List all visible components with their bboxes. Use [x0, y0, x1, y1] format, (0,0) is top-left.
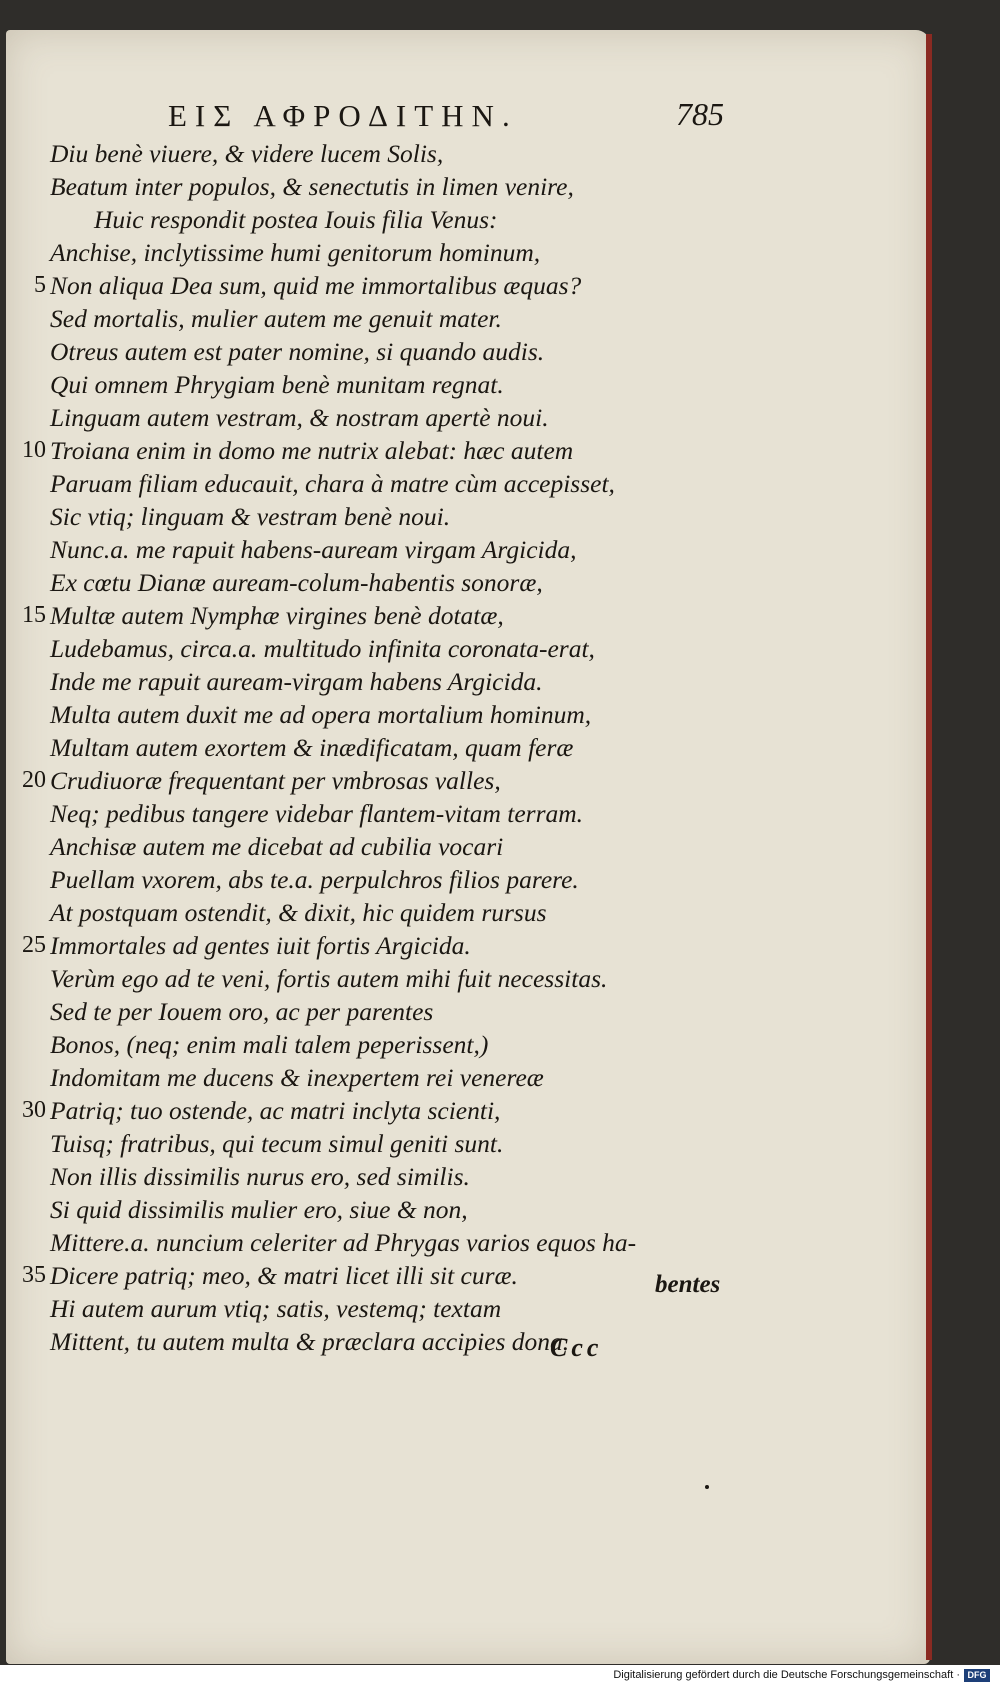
verse-line	[0, 566, 900, 599]
verse-line	[0, 203, 900, 236]
ink-dot	[705, 1485, 709, 1489]
dfg-logo: DFG	[964, 1669, 990, 1682]
line-text: Anchisæ autem me dicebat ad cubilia vocari	[50, 832, 504, 861]
line-text: Neq; pedibus tangere videbar flantem-vitam terram.	[50, 799, 584, 828]
line-text: At postquam ostendit, & dixit, hic quidem rursus	[50, 898, 547, 927]
line-text: Multæ autem Nymphæ virgines benè dotatæ,	[50, 601, 504, 630]
verse-line	[0, 1193, 900, 1226]
verse-line	[0, 500, 900, 533]
line-number: 5	[34, 272, 46, 298]
line-text: Tuisq; fratribus, qui tecum simul geniti sunt.	[50, 1129, 504, 1158]
line-text: Otreus autem est pater nomine, si quando audis.	[50, 337, 545, 366]
line-text: Multa autem duxit me ad opera mortalium hominum,	[50, 700, 592, 729]
line-text: Patriq; tuo ostende, ac matri inclyta scienti,	[50, 1096, 501, 1125]
line-text: Mittere.a. nuncium celeriter ad Phrygas varios equos ha-	[50, 1228, 637, 1257]
verse-line	[0, 995, 900, 1028]
line-text: Hi autem aurum vtiq; satis, vestemq; textam	[50, 1294, 502, 1323]
line-text: Bonos, (neq; enim mali talem peperissent,)	[50, 1030, 489, 1059]
verse-line	[0, 302, 900, 335]
verse-line	[0, 1226, 900, 1259]
line-text: Inde me rapuit auream-virgam habens Argicida.	[50, 667, 543, 696]
verse-line	[0, 929, 900, 962]
line-text: Diu benè viuere, & videre lucem Solis,	[50, 139, 444, 168]
line-text: Mittent, tu autem multa & præclara accipies dona.	[50, 1327, 570, 1356]
verse-line	[0, 731, 900, 764]
verse-line	[0, 1292, 900, 1325]
verse-line	[0, 434, 900, 467]
signature-mark: Ccc	[550, 1333, 603, 1362]
verse-line	[0, 962, 900, 995]
line-number: 20	[22, 767, 46, 793]
footer-bar	[0, 1665, 1000, 1687]
verse-line	[0, 269, 900, 302]
verse-line	[0, 401, 900, 434]
line-text: Sed mortalis, mulier autem me genuit mater.	[50, 304, 502, 333]
line-number: 25	[22, 932, 46, 958]
verse-line	[0, 1259, 900, 1292]
line-text: Ludebamus, circa.a. multitudo infinita coronata-erat,	[50, 634, 595, 663]
line-text: Qui omnem Phrygiam benè munitam regnat.	[50, 370, 504, 399]
line-text: Ex cœtu Dianæ auream-colum-habentis sonoræ,	[50, 568, 543, 597]
verse-line	[0, 467, 900, 500]
verse-line	[0, 863, 900, 896]
running-header: ΕΙΣ ΑΦΡΟΔΙΤΗΝ.	[168, 98, 518, 133]
verse-line	[0, 1160, 900, 1193]
line-text: Crudiuoræ frequentant per vmbrosas valles,	[50, 766, 501, 795]
line-number: 10	[22, 437, 46, 463]
line-text: Non illis dissimilis nurus ero, sed similis.	[50, 1162, 470, 1191]
verse-line	[0, 170, 900, 203]
line-text: Huic respondit postea Iouis filia Venus:	[94, 205, 498, 234]
line-text: Immortales ad gentes iuit fortis Argicida.	[50, 931, 471, 960]
line-text: Troiana enim in domo me nutrix alebat: hæc autem	[50, 436, 574, 465]
line-text: Anchise, inclytissime humi genitorum hominum,	[50, 238, 541, 267]
verse-line	[0, 533, 900, 566]
line-number: 15	[22, 602, 46, 628]
line-text: Nunc.a. me rapuit habens-auream virgam Argicida,	[50, 535, 577, 564]
line-text: Sic vtiq; linguam & vestram benè noui.	[50, 502, 451, 531]
verse-line	[0, 335, 900, 368]
line-text: Paruam filiam educauit, chara à matre cùm accepisset,	[50, 469, 615, 498]
verse-line	[0, 599, 900, 632]
line-text: Indomitam me ducens & inexpertem rei venereæ	[50, 1063, 544, 1092]
verse-line	[0, 632, 900, 665]
verse-line	[0, 137, 900, 170]
verse-block	[0, 137, 900, 1358]
line-text: Si quid dissimilis mulier ero, siue & non,	[50, 1195, 468, 1224]
verse-line	[0, 368, 900, 401]
page-number: 785	[676, 96, 724, 132]
verse-line	[0, 1061, 900, 1094]
line-text: Linguam autem vestram, & nostram apertè noui.	[50, 403, 549, 432]
verse-line	[0, 1127, 900, 1160]
page-edge	[926, 34, 932, 1660]
footer-credit: Digitalisierung gefördert durch die Deutsche Forschungsgemeinschaft ·	[613, 1669, 960, 1681]
turnover-word: bentes	[655, 1271, 721, 1298]
verse-line	[0, 1028, 900, 1061]
verse-line	[0, 236, 900, 269]
verse-line	[0, 830, 900, 863]
verse-line	[0, 896, 900, 929]
verse-line	[0, 665, 900, 698]
verse-line	[0, 698, 900, 731]
line-text: Dicere patriq; meo, & matri licet illi sit curæ.	[50, 1261, 518, 1290]
line-text: Multam autem exortem & inædificatam, quam feræ	[50, 733, 574, 762]
line-text: Non aliqua Dea sum, quid me immortalibus æquas?	[50, 271, 582, 300]
line-number: 30	[22, 1097, 46, 1123]
line-text: Verùm ego ad te veni, fortis autem mihi fuit necessitas.	[50, 964, 608, 993]
line-text: Puellam vxorem, abs te.a. perpulchros filios parere.	[50, 865, 579, 894]
line-text: Sed te per Iouem oro, ac per parentes	[50, 997, 434, 1026]
verse-line	[0, 1094, 900, 1127]
verse-line	[0, 764, 900, 797]
line-number: 35	[22, 1262, 46, 1288]
verse-line	[0, 797, 900, 830]
verse-line	[0, 1325, 900, 1358]
line-text: Beatum inter populos, & senectutis in limen venire,	[50, 172, 574, 201]
